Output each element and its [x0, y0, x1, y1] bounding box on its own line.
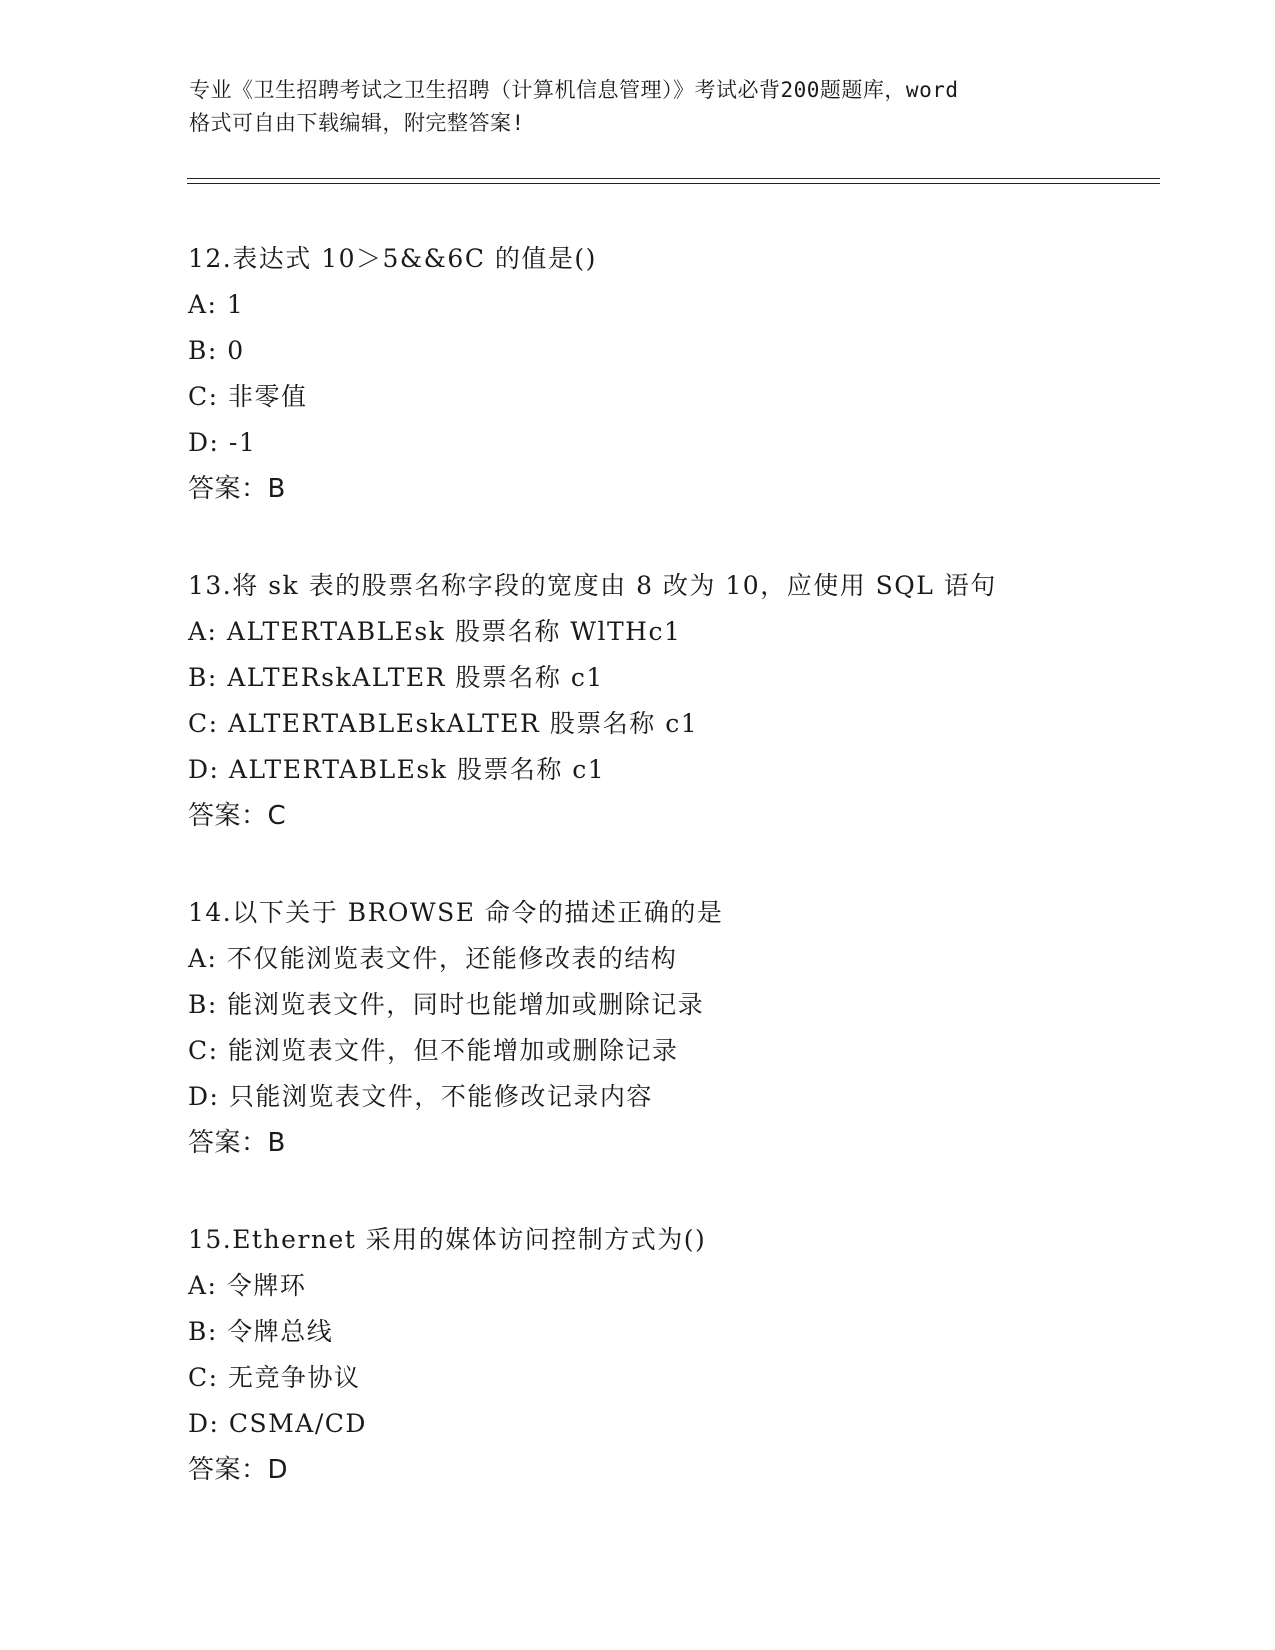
header-divider-top: [187, 178, 1160, 179]
answer-line: 答案：B: [188, 1128, 286, 1158]
option-c: C: 非零值: [188, 382, 308, 411]
header-title-line-1: 专业《卫生招聘考试之卫生招聘（计算机信息管理）》考试必背200题题库，word: [189, 78, 959, 102]
question-14: [188, 890, 1188, 1166]
question-stem: 14.以下关于 BROWSE 命令的描述正确的是: [188, 898, 724, 927]
answer-line: 答案：D: [188, 1455, 289, 1485]
question-stem: 12.表达式 10＞5&&6C 的值是(): [188, 244, 597, 273]
question-15: [188, 1217, 1188, 1493]
option-c: C: 无竞争协议: [188, 1363, 361, 1392]
question-13: [188, 563, 1188, 839]
question-12: [188, 236, 1188, 512]
option-a: A: ALTERTABLEsk 股票名称 WlTHc1: [188, 617, 682, 646]
option-b: B: 能浏览表文件，同时也能增加或删除记录: [188, 990, 705, 1019]
option-a: A: 不仅能浏览表文件，还能修改表的结构: [188, 944, 678, 973]
header-title-line-2: 格式可自由下载编辑，附完整答案!: [189, 111, 525, 135]
option-b: B: 0: [188, 336, 245, 365]
option-d: D: ALTERTABLEsk 股票名称 c1: [188, 755, 606, 784]
document-header: [189, 74, 1089, 140]
option-d: D: CSMA/CD: [188, 1409, 367, 1438]
question-stem: 15.Ethernet 采用的媒体访问控制方式为(): [188, 1225, 707, 1254]
option-a: A: 1: [188, 290, 245, 319]
option-c: C: ALTERTABLEskALTER 股票名称 c1: [188, 709, 699, 738]
option-d: D: 只能浏览表文件，不能修改记录内容: [188, 1082, 653, 1111]
question-stem: 13.将 sk 表的股票名称字段的宽度由 8 改为 10，应使用 SQL 语句: [188, 571, 997, 600]
answer-line: 答案：B: [188, 474, 286, 504]
option-b: B: ALTERskALTER 股票名称 c1: [188, 663, 604, 692]
option-b: B: 令牌总线: [188, 1317, 334, 1346]
option-c: C: 能浏览表文件，但不能增加或删除记录: [188, 1036, 679, 1065]
header-divider-bottom: [187, 183, 1160, 184]
option-a: A: 令牌环: [188, 1271, 307, 1300]
answer-line: 答案：C: [188, 801, 287, 831]
question-list: [188, 236, 1188, 1544]
option-d: D: -1: [188, 428, 257, 457]
